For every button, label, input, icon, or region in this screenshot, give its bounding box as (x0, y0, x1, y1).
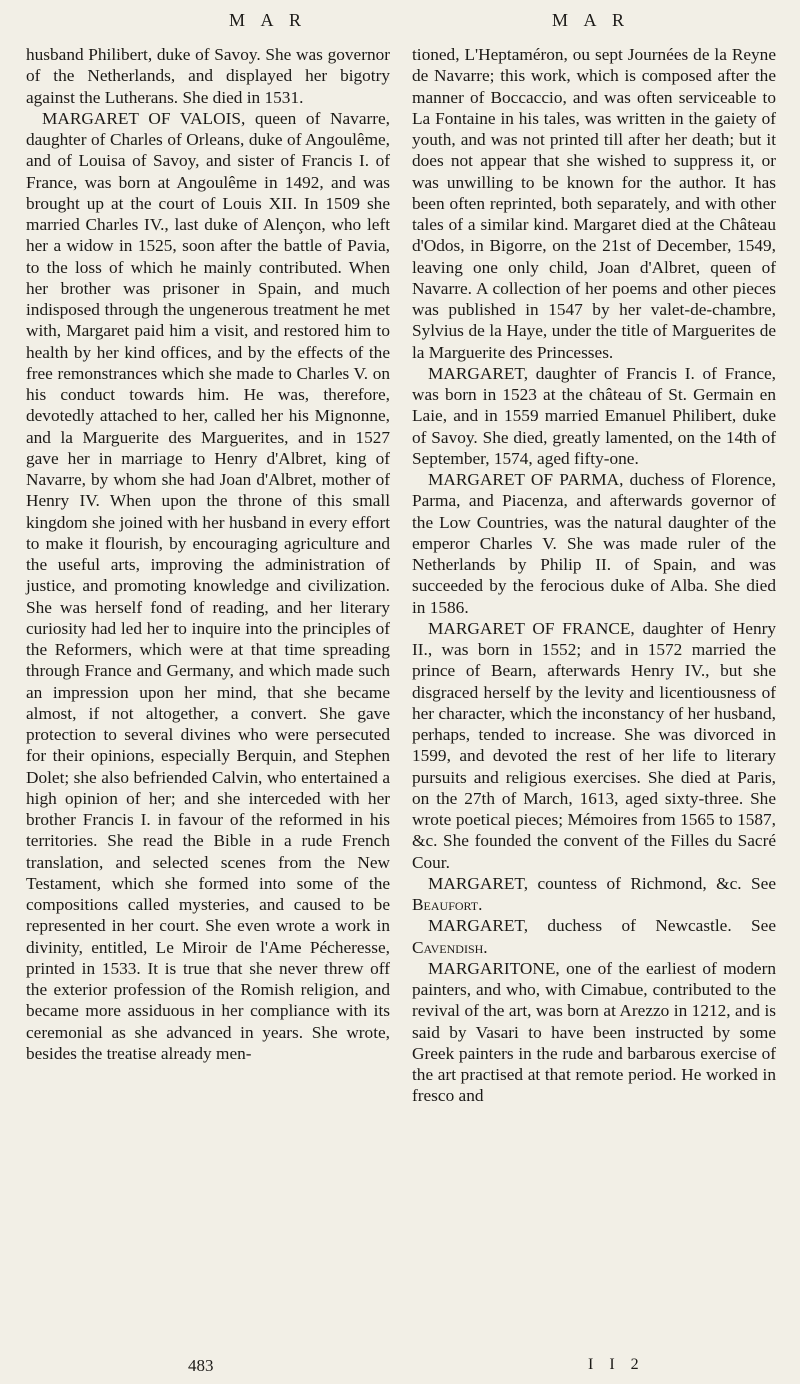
entry-paragraph: MARGARITONE, one of the earliest of modern painters, and who, with Cimabue, contributed to the revival of the art, was born at Arezzo in 1212, and is said by Vasari to have been instructed by some Greek painters in the rude and barbarous exercise of the art practised at that remote period. He worked in fresco and (412, 958, 776, 1106)
entry-paragraph: MARGARET OF VALOIS, queen of Navarre, daughter of Charles of Orleans, duke of Angoulême, and of Louisa of Savoy, and sister of Francis I. of France, was born at Angoulême in 1492, and was brought up at the court of Louis XII. In 1509 she married Charles IV., last duke of Alençon, who left her a widow in 1525, soon after the battle of Pavia, to the loss of which he mainly contributed. When her brother was prisoner in Spain, and much indisposed through the ungenerous treatment he met with, Margaret paid him a visit, and restored him to health by her kind offices, and by the effects of the free remonstrances which she made to Charles V. on his conduct towards him. He was, therefore, devotedly attached to her, called her his Mignonne, and la Marguerite des Marguerites, and in 1527 gave her in marriage to Henry d'Albret, king of Navarre, by whom she had Joan d'Albret, mother of Henry IV. When upon the throne of this small kingdom she joined with her husband in every effort to make it flourish, by encouraging agriculture and the useful arts, improving the administration of justice, and promoting knowledge and civilization. She was herself fond of reading, and her literary curiosity had led her to inquire into the principles of the Reformers, which were at that time spreading through France and Germany, and which made such an impression upon her mind, that she became almost, if not altogether, a convert. She gave protection to several divines who were persecuted for their opinions, especially Berquin, and Stephen Dolet; she also befriended Calvin, who entertained a high opinion of her; and she interceded with her brother Francis I. in favour of the reformed in his territories. She read the Bible in a rude French translation, and selected scenes from the New Testament, which she formed into some of the compositions called mysteries, and caused to be represented in her court. She even wrote a work in divinity, entitled, Le Miroir de l'Ame Pécheresse, printed in 1533. It is true that she never threw off the exterior profession of the Romish religion, and became more assiduous in her compliance with its ceremonial as she advanced in years. She wrote, besides the treatise already men- (26, 108, 390, 1063)
running-head-left: M A R (229, 10, 308, 30)
right-column (412, 44, 776, 1107)
entry-paragraph: MARGARET OF FRANCE, daughter of Henry II., was born in 1552; and in 1572 married the prince of Bearn, afterwards Henry IV., but she disgraced herself by the levity and licentiousness of her character, which the inconstancy of her husband, perhaps, tended to increase. She was divorced in 1599, and devoted the rest of her life to literary pursuits and religious exercises. She died at Paris, on the 27th of March, 1613, aged sixty-three. She wrote poetical pieces; Mémoires from 1565 to 1587, &c. She founded the convent of the Filles du Sacré Cour. (412, 618, 776, 872)
entry-text: MARGARET, duchess of Newcastle. See (428, 916, 776, 936)
cross-reference: Cavendish. (412, 937, 488, 957)
page-number: 483 (188, 1356, 214, 1375)
cross-reference-entry (412, 915, 776, 958)
cross-reference-entry (412, 873, 776, 916)
signature-mark: I I 2 (588, 1356, 645, 1373)
entry-paragraph: MARGARET, daughter of Francis I. of France, was born in 1523 at the château of St. Germain en Laie, and in 1559 married Emanuel Philibert, duke of Savoy. She died, greatly lamented, on the 14th of September, 1574, aged fifty-one. (412, 363, 776, 468)
entry-text: MARGARET, countess of Richmond, &c. See (428, 873, 776, 893)
cross-reference: Beaufort. (412, 895, 483, 914)
running-head-right: M A R (552, 10, 631, 30)
entry-paragraph: husband Philibert, duke of Savoy. She was governor of the Netherlands, and displayed her bigotry against the Lutherans. She died in 1531. (26, 45, 390, 107)
entry-paragraph: tioned, L'Heptaméron, ou sept Journées de la Reyne de Navarre; this work, which is composed after the manner of Boccaccio, and was often serviceable to La Fontaine in his tales, was written in the gaiety of youth, and was not printed till after her death; but it does not appear that she wished to suppress it, or was unwilling to be known for the author. It has been often reprinted, both separately, and with other tales of a similar kind. Margaret died at the Château d'Odos, in Bigorre, on the 21st of December, 1549, leaving one only child, Joan d'Albret, queen of Navarre. A collection of her poems and other pieces was published in 1547 by her valet-de-chambre, Sylvius de la Haye, under the title of Marguerites de la Marguerite des Princesses. (412, 45, 776, 362)
left-column (26, 44, 390, 1064)
entry-paragraph: MARGARET OF PARMA, duchess of Florence, Parma, and Piacenza, and afterwards governor of the Low Countries, was the natural daughter of the emperor Charles V. She was made ruler of the Netherlands by Philip II. of Spain, and was succeeded by the ferocious duke of Alba. She died in 1586. (412, 470, 776, 617)
